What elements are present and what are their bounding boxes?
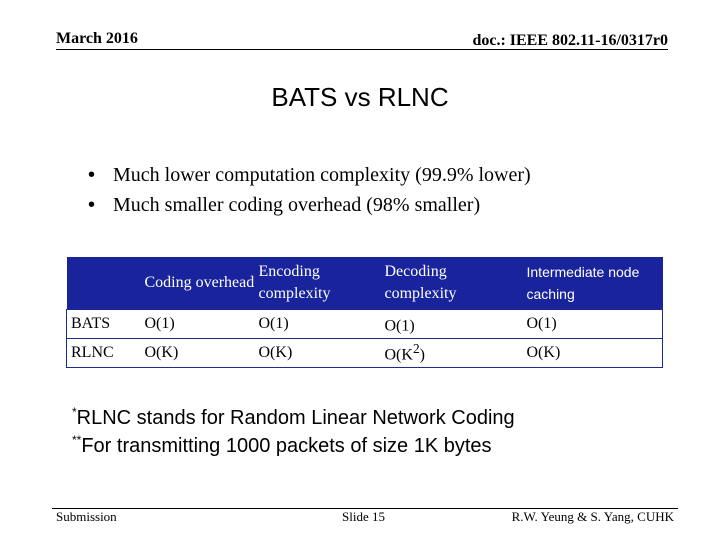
footnote xyxy=(72,432,515,460)
table-header-cell: Intermediate node caching xyxy=(523,257,663,310)
table-cell: O(1) xyxy=(523,310,663,339)
table-header-cell: Encoding complexity xyxy=(255,257,381,310)
table-cell: O(K) xyxy=(523,339,663,368)
decoding-tail: ) xyxy=(419,346,425,364)
footer-slide-number: Slide 15 xyxy=(342,509,385,524)
bullet-dot-icon: • xyxy=(88,164,96,186)
slide-title: BATS vs RLNC xyxy=(271,82,449,112)
table-cell: O(K) xyxy=(141,339,255,368)
footnote-marker: * xyxy=(72,405,77,419)
comparison-table xyxy=(66,257,663,368)
table-header-cell: Decoding complexity xyxy=(381,257,523,310)
bullet-dot-icon: • xyxy=(88,194,96,216)
footer-authors: R.W. Yeung & S. Yang, CUHK xyxy=(511,509,674,524)
table-cell: O(1) xyxy=(141,310,255,339)
table-cell-scheme: RLNC xyxy=(67,339,141,368)
table-cell: O(1) xyxy=(255,310,381,339)
table-header-row xyxy=(67,257,663,310)
header-divider xyxy=(56,49,668,50)
decoding-value: O(K xyxy=(384,346,413,364)
bullet-list xyxy=(88,160,531,220)
decoding-exponent: 2 xyxy=(412,341,420,357)
footnote-text: For transmitting 1000 packets of size 1K bytes xyxy=(81,435,492,457)
bullet-item xyxy=(88,160,531,190)
bullet-text: Much lower computation complexity (99.9% lower) xyxy=(113,164,531,186)
bullet-item xyxy=(88,190,531,220)
header-date: March 2016 xyxy=(56,30,138,47)
table-cell-scheme: BATS xyxy=(67,310,141,339)
table-header-cell: Coding overhead xyxy=(141,257,255,310)
decoding-value: O(1) xyxy=(384,317,415,335)
table-cell xyxy=(381,310,523,339)
table-row xyxy=(67,310,663,339)
footnote-marker: ** xyxy=(72,433,82,447)
table-cell xyxy=(381,339,523,368)
footnote xyxy=(72,404,515,432)
table-header-cell xyxy=(67,257,141,310)
footnote-text: RLNC stands for Random Linear Network Coding xyxy=(76,407,515,429)
footer-submission: Submission xyxy=(56,509,117,524)
table-row xyxy=(67,339,663,368)
footnotes xyxy=(72,404,515,460)
header-doc-id: doc.: IEEE 802.11-16/0317r0 xyxy=(472,32,668,49)
table-cell: O(K) xyxy=(255,339,381,368)
bullet-text: Much smaller coding overhead (98% smaller) xyxy=(113,194,481,216)
